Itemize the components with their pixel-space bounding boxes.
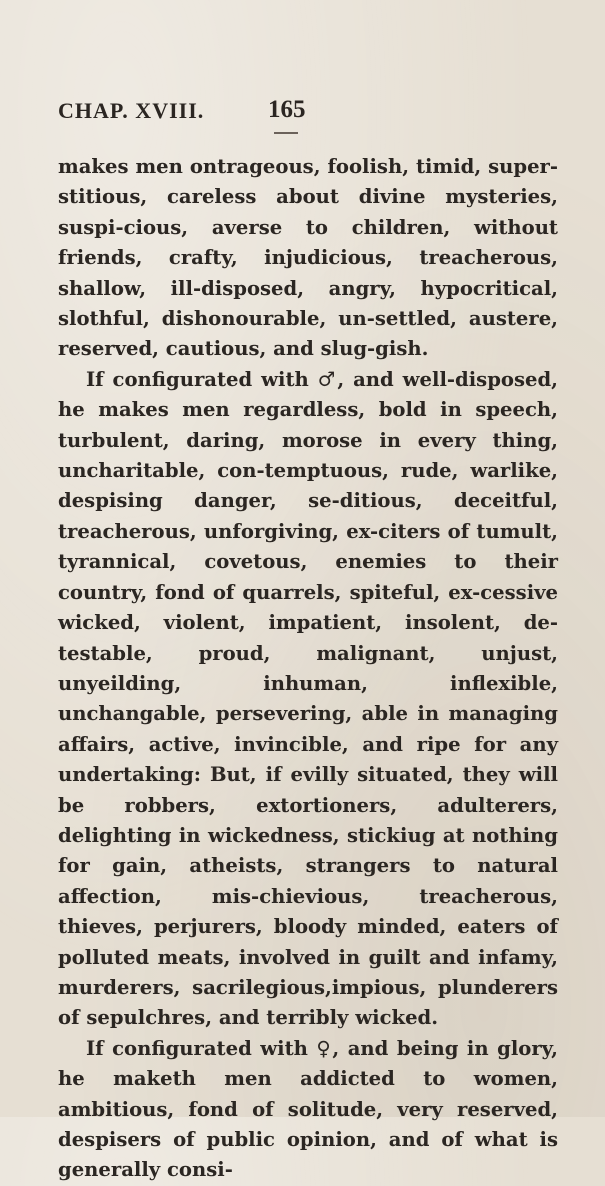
paragraph-mars: If configurated with ♂, and well-disposed, he makes men regardless, bold in speech, turbulent, daring, morose in every thing, uncharitable, con-temptuous, rude, warlike, despising danger, se-ditious, deceitful, treacherous, unforgiving, ex-citers of tumult, tyrannical, covetous, enemies to their country, fond of quarrels, spiteful, ex-cessive wicked, violent, impatient, insolent, de-testable, proud, malignant, unjust, unyeilding, inhuman, inflexible, unchangable, persevering, able in managing affairs, active, invincible, and ripe for any undertaking: But, if evilly situated, they will be robbers, extortioners, adulterers, delighting in wickedness, stickiug at nothing for gain, atheists, strangers to natural affection, mis-chievious, treacherous, thieves, perjurers, bloody minded, eaters of polluted meats, involved in guilt and infamy, murderers, sacrilegious,impious, plunderers of sepulchres, and terribly wicked. xyxy=(58,367,558,1030)
chapter-heading: CHAP. XVIII. xyxy=(58,98,205,123)
page-number: 165 xyxy=(268,96,306,123)
book-page xyxy=(58,98,558,1186)
body-text xyxy=(58,152,558,1186)
running-head xyxy=(58,98,558,138)
paragraph-continuation: makes men ontrageous, foolish, timid, super-stitious, careless about divine mysteries, suspi-cious, averse to children, without friends, crafty, injudicious, treacherous, shallow, ill-disposed, angry, hypocritical, slothful, dishonourable, un-settled, austere, reserved, cautious, and slug-gish. xyxy=(58,155,558,361)
page-number-rule xyxy=(274,132,298,134)
paragraph-venus: If configurated with ♀, and being in glory, he maketh men addicted to women, ambitious, fond of solitude, very reserved, despisers of public opinion, and of what is generally consi- xyxy=(58,1036,558,1182)
